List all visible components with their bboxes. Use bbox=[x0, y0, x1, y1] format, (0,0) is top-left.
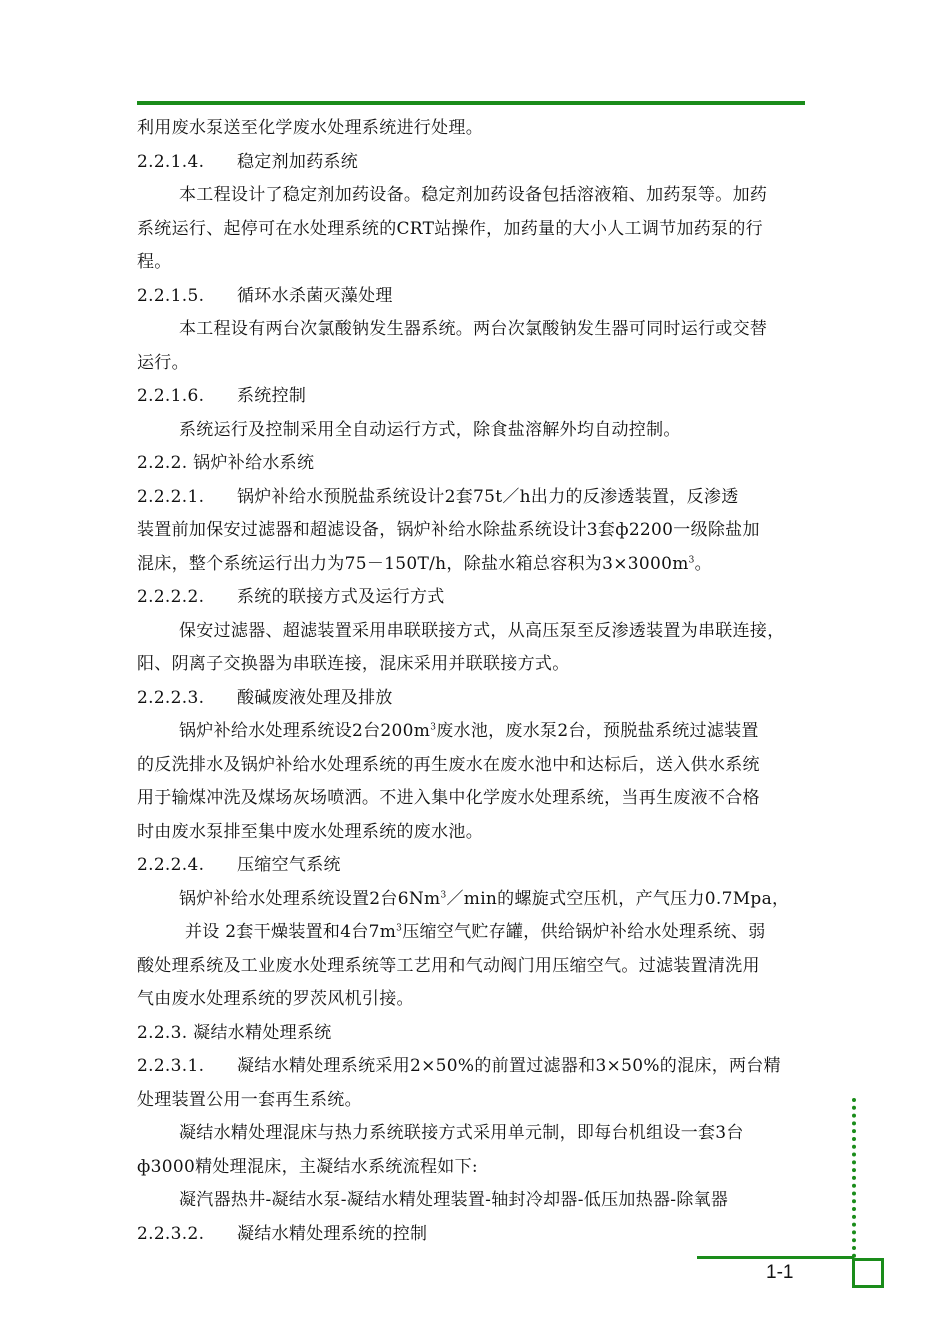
section-title: 锅炉补给水预脱盐系统设计2套75t／h出力的反渗透装置，反渗透 bbox=[237, 486, 739, 507]
superscript: 3 bbox=[440, 889, 447, 900]
paragraph-line: ф3000精处理混床，主凝结水系统流程如下: bbox=[137, 1156, 478, 1177]
paragraph-start: 本工程设有两台次氯酸钠发生器系统。两台次氯酸钠发生器可同时运行或交替 bbox=[179, 319, 768, 339]
section-number: 2.2.1.5. bbox=[137, 285, 205, 306]
paragraph-line: 程。 bbox=[137, 252, 172, 272]
paragraph-line: 用于输煤冲洗及煤场灰场喷洒。不进入集中化学废水处理系统，当再生废液不合格 bbox=[137, 788, 760, 808]
section-heading bbox=[137, 682, 849, 716]
line-text: 混床，整个系统运行出力为75－150T/h，除盐水箱总容积为3×3000m bbox=[137, 553, 689, 574]
section-title: 凝结水精处理系统采用2×50%的前置过滤器和3×50%的混床，两台精 bbox=[237, 1056, 781, 1076]
paragraph-line bbox=[137, 548, 849, 582]
line-text: 锅炉补给水处理系统设2台200m bbox=[179, 721, 431, 741]
section-heading bbox=[137, 1050, 849, 1084]
line-text: 废水池，废水泵2台，预脱盐系统过滤装置 bbox=[436, 721, 759, 741]
section-number: 2.2.1.4. bbox=[137, 151, 205, 172]
paragraph-line: 时由废水泵排至集中废水处理系统的废水池。 bbox=[137, 821, 483, 842]
paragraph-line bbox=[137, 715, 849, 749]
paragraph-line: 的反洗排水及锅炉补给水处理系统的再生废水在废水池中和达标后，送入供水系统 bbox=[137, 754, 760, 775]
section-number: 2.2.2.4. bbox=[137, 855, 205, 875]
line-text: ／min的螺旋式空压机，产气压力0.7Mpa， bbox=[446, 888, 790, 909]
section-title: 凝结水精处理系统的控制 bbox=[237, 1223, 428, 1244]
line-text: 锅炉补给水处理系统设置2台6Nm bbox=[179, 888, 441, 909]
section-heading bbox=[137, 481, 849, 515]
document-body bbox=[137, 112, 849, 1251]
section-heading bbox=[137, 280, 849, 314]
section-heading bbox=[137, 849, 849, 883]
paragraph-line: 系统运行、起停可在水处理系统的CRT站操作，加药量的大小人工调节加药泵的行 bbox=[137, 218, 763, 239]
section-heading bbox=[137, 146, 849, 180]
paragraph-line: 阳、阴离子交换器为串联连接，混床采用并联联接方式。 bbox=[137, 654, 570, 674]
header-rule bbox=[137, 101, 805, 105]
paragraph-line: 运行。 bbox=[137, 352, 189, 373]
paragraph-line: 2.2.3. 凝结水精处理系统 bbox=[137, 1022, 332, 1043]
superscript: 3 bbox=[430, 722, 437, 733]
section-number: 2.2.1.6. bbox=[137, 386, 205, 406]
paragraph-start: 凝汽器热井-凝结水泵-凝结水精处理装置-轴封冷却器-低压加热器-除氧器 bbox=[179, 1190, 729, 1210]
section-number: 2.2.3.1. bbox=[137, 1056, 205, 1076]
section-title: 稳定剂加药系统 bbox=[237, 151, 359, 172]
paragraph-start: 保安过滤器、超滤装置采用串联联接方式，从高压泵至反渗透装置为串联连接， bbox=[179, 620, 785, 641]
footer-rule bbox=[697, 1256, 854, 1259]
section-number: 2.2.3.2. bbox=[137, 1223, 205, 1244]
line-text: 并设 2套干燥装置和4台7m bbox=[185, 922, 397, 942]
line-text: 。 bbox=[694, 553, 712, 574]
superscript: 3 bbox=[396, 923, 403, 934]
section-heading bbox=[137, 1218, 849, 1252]
section-heading bbox=[137, 581, 849, 615]
corner-box-icon bbox=[852, 1258, 884, 1288]
section-heading bbox=[137, 380, 849, 414]
paragraph-start: 本工程设计了稳定剂加药设备。稳定剂加药设备包括溶液箱、加药泵等。加药 bbox=[179, 185, 768, 205]
section-title: 压缩空气系统 bbox=[237, 855, 341, 875]
margin-dotted-line bbox=[852, 1098, 856, 1258]
paragraph-line bbox=[137, 916, 849, 950]
paragraph-line: 酸处理系统及工业废水处理系统等工艺用和气动阀门用压缩空气。过滤装置清洗用 bbox=[137, 955, 760, 976]
paragraph-line: 处理装置公用一套再生系统。 bbox=[137, 1089, 362, 1110]
paragraph-start: 系统运行及控制采用全自动运行方式，除食盐溶解外均自动控制。 bbox=[179, 419, 681, 440]
superscript: 3 bbox=[688, 554, 695, 565]
paragraph-line bbox=[137, 883, 849, 917]
section-title: 循环水杀菌灭藻处理 bbox=[237, 285, 393, 306]
section-title: 酸碱废液处理及排放 bbox=[237, 687, 393, 708]
section-number: 2.2.2.1. bbox=[137, 486, 205, 507]
section-title: 系统的联接方式及运行方式 bbox=[237, 587, 445, 607]
section-title: 系统控制 bbox=[237, 386, 307, 406]
paragraph-line: 利用废水泵送至化学废水处理系统进行处理。 bbox=[137, 118, 483, 138]
page-number: 1-1 bbox=[766, 1262, 794, 1283]
paragraph-line: 装置前加保安过滤器和超滤设备，锅炉补给水除盐系统设计3套ф2200一级除盐加 bbox=[137, 520, 760, 540]
paragraph-start: 凝结水精处理混床与热力系统联接方式采用单元制，即每台机组设一套3台 bbox=[179, 1123, 744, 1143]
line-text: 压缩空气贮存罐，供给锅炉补给水处理系统、弱 bbox=[402, 922, 766, 942]
section-number: 2.2.2.3. bbox=[137, 687, 205, 708]
paragraph-line: 2.2.2. 锅炉补给水系统 bbox=[137, 453, 315, 473]
section-number: 2.2.2.2. bbox=[137, 587, 205, 607]
paragraph-line: 气由废水处理系统的罗茨风机引接。 bbox=[137, 989, 414, 1009]
